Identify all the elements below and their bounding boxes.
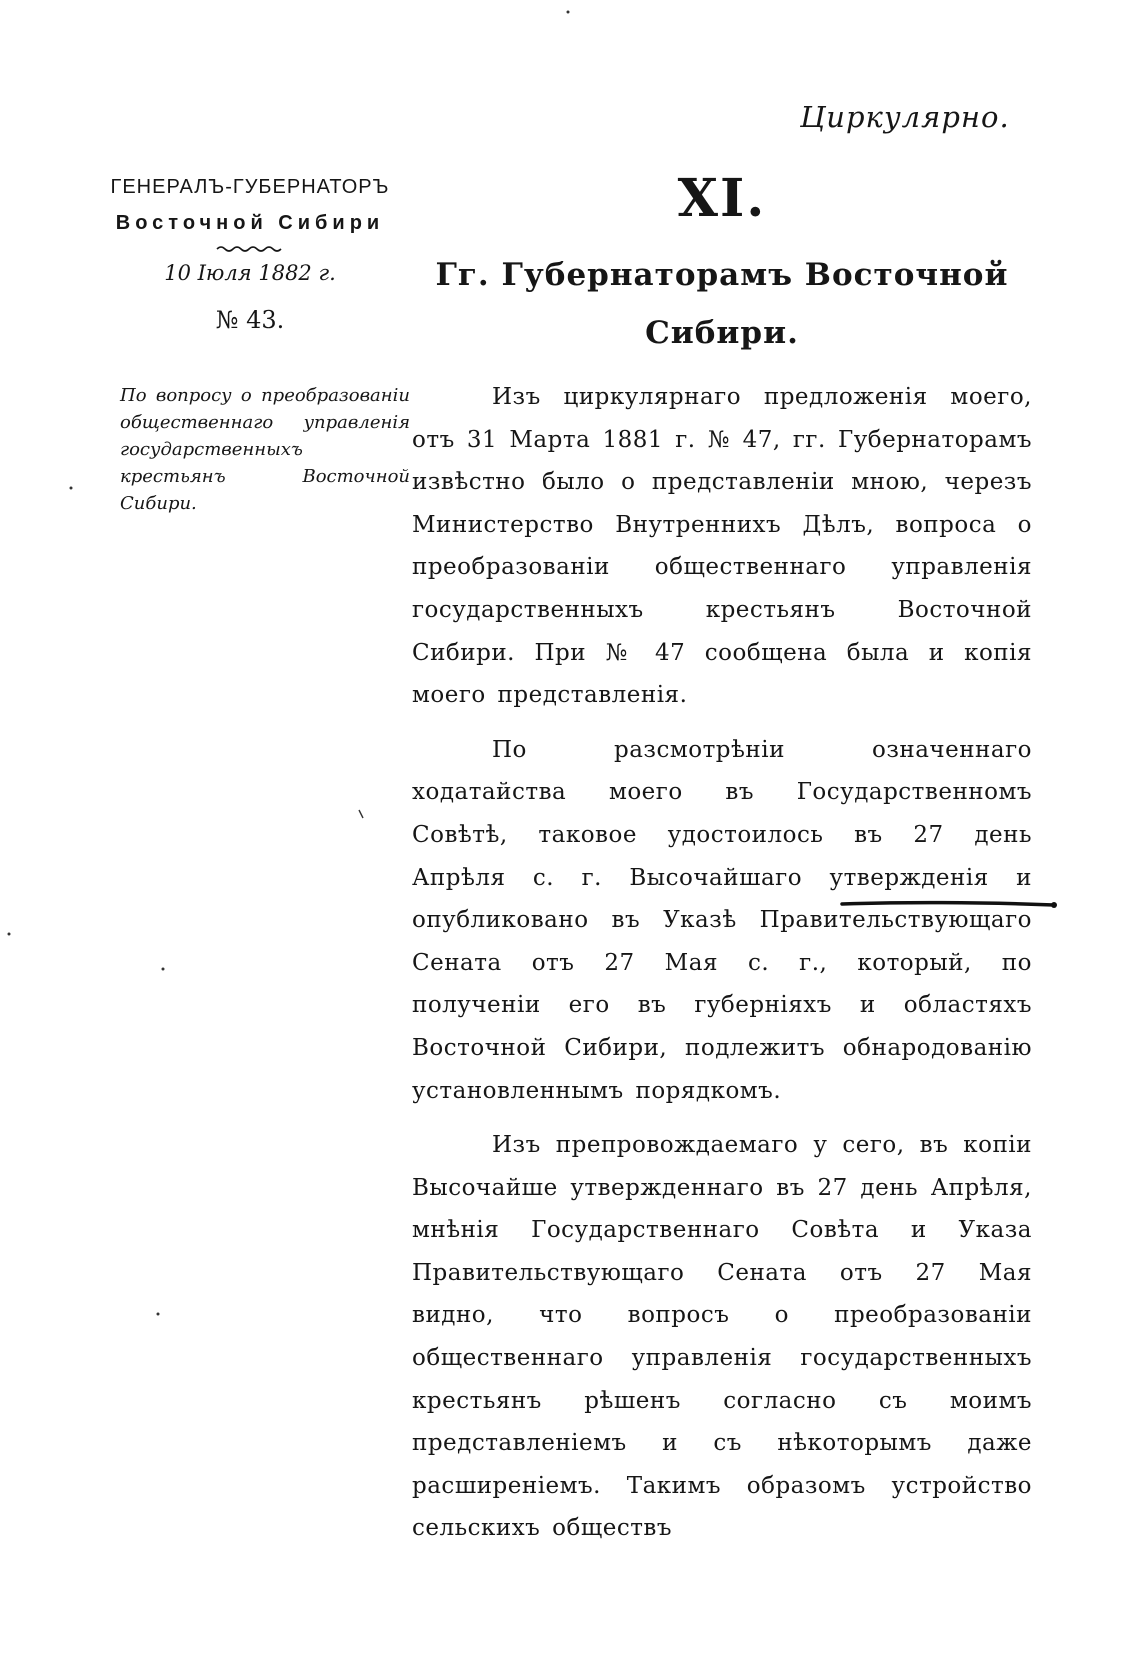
sender-title: ГЕНЕРАЛЪ-ГУБЕРНАТОРЪ: [110, 176, 390, 198]
handwritten-underline: [840, 897, 1060, 911]
tilde-divider: [215, 244, 285, 254]
subject-summary: По вопросу о преобразованіи общественнаго управленія государственныхъ крестьянъ Восточной Сибири.: [120, 385, 410, 514]
paragraph-2-wrapper: [412, 729, 1032, 1112]
ink-speck-margin-left: [6, 930, 12, 938]
paragraph-2: По разсмотрѣніи означеннаго ходатайства моего въ Государственномъ Совѣтѣ, таковое удостоилось въ 27 день Апрѣля с. г. Высочайшаго утвержденія и опубликовано въ Указѣ Правительствующаго Сената отъ 27 Мая с. г., который, по полученіи его въ губерніяхъ и областяхъ Восточной Сибири, подлежитъ обнародованію установленнымъ порядкомъ.: [412, 736, 1032, 1104]
ink-speck-tick: [357, 808, 365, 820]
ink-speck-top: [565, 8, 571, 16]
addressee-heading: Гг. Губернаторамъ Восточной Сибири.: [435, 257, 1009, 351]
main-text: [412, 160, 1032, 1550]
margin-header: [80, 170, 420, 517]
paragraph-1: Изъ циркулярнаго предложенія моего, отъ 31 Марта 1881 г. № 47, гг. Губернаторамъ извѣстно было о представленіи мною, черезъ Министерство Внутреннихъ Дѣлъ, вопроса о преобразованіи общественнаго управленія государственныхъ крестьянъ Восточной Сибири. При № 47 сообщена была и копія моего представленія.: [412, 384, 1032, 709]
document-number: № 43.: [215, 306, 285, 334]
sender-region: Восточной Сибири: [115, 212, 385, 234]
ink-speck-margin-mid: [160, 965, 166, 973]
ink-speck-subject: [68, 484, 74, 492]
ink-speck-lower: [155, 1310, 161, 1318]
section-number: XI.: [677, 168, 767, 229]
document-date: 10 Іюля 1882 г.: [164, 261, 336, 285]
paragraph-3: Изъ препровождаемаго у сего, въ копіи Высочайше утвержденнаго въ 27 день Апрѣля, мнѣнія Государственнаго Совѣта и Указа Правительствующаго Сената отъ 27 Мая видно, что вопросъ о преобразованіи общественнаго управленія государственныхъ крестьянъ рѣшенъ согласно съ моимъ представленіемъ и съ нѣкоторымъ даже расширеніемъ. Такимъ образомъ устройство сельскихъ обществъ: [412, 1132, 1032, 1542]
circular-label: Циркулярно.: [800, 100, 1010, 134]
